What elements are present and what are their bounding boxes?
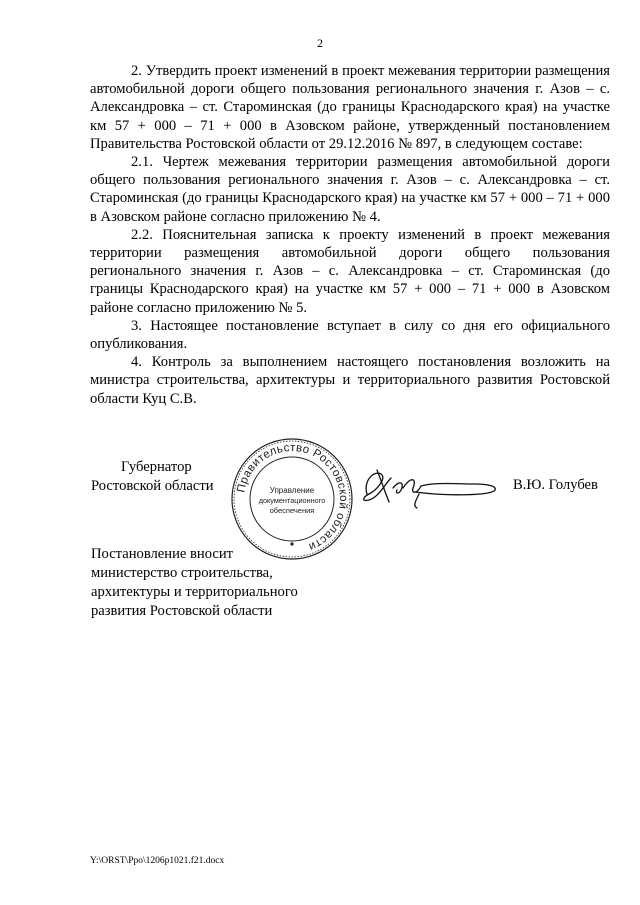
submission-note xyxy=(91,545,298,621)
document-body xyxy=(90,62,610,408)
handwritten-signature xyxy=(355,464,505,510)
stamp-line2: документационного xyxy=(258,496,326,505)
paragraph-2-2: 2.2. Пояснительная записка к проекту изменений в проект межевания территории размещения автомобильной дороги общего пользования регионального значения г. Азов – с. Александровка – ст. Староминская (до границы Краснодарского края) на участке км 57 + 000 – 71 + 000 в Азовском районе согласно приложению № 5. xyxy=(90,226,610,316)
stamp-line3: обеспечения xyxy=(269,506,315,515)
submission-note-line4: развития Ростовской области xyxy=(91,603,273,619)
page-number: 2 xyxy=(317,36,323,50)
official-stamp-seal xyxy=(230,437,354,561)
paragraph-4: 4. Контроль за выполнением настоящего постановления возложить на министра строительства, архитектуры и территориального развития Ростовской области Куц С.В. xyxy=(90,354,610,407)
paragraph-2-1: 2.1. Чертеж межевания территории размещения автомобильной дороги общего пользования регионального значения г. Азов – с. Александровка – ст. Староминская (до границы Краснодарского края) на участке км 57 + 000 – 71 + 000 в Азовском районе согласно приложению № 4. xyxy=(90,154,610,225)
signatory-name: В.Ю. Голубев xyxy=(513,477,598,493)
signatory-title-line1: Губернатор xyxy=(121,459,192,475)
stamp-ring-text: Правительство Ростовской области xyxy=(235,441,350,553)
signatory-title xyxy=(91,458,214,496)
paragraph-3: 3. Настоящее постановление вступает в силу со дня его официального опубликования. xyxy=(90,317,610,353)
submission-note-line2: министерство строительства, xyxy=(91,565,273,581)
paragraph-2: 2. Утвердить проект изменений в проект межевания территории размещения автомобильной дороги общего пользования регионального значения г. Азов – с. Александровка – ст. Староминская (до границы Краснодарского края) на участке км 57 + 000 – 71 + 000 в Азовском районе, утвержденный постановлением Правительства Ростовской области от 29.12.2016 № 897, в следующем составе: xyxy=(90,63,610,152)
submission-note-line1: Постановление вносит xyxy=(91,546,234,562)
stamp-line1: Управление xyxy=(269,486,315,495)
submission-note-line3: архитектуры и территориального xyxy=(91,584,298,600)
signatory-title-line2: Ростовской области xyxy=(91,478,214,494)
footer-file-path: Y:\ORST\Ppo\1206p1021.f21.docx xyxy=(90,856,225,866)
